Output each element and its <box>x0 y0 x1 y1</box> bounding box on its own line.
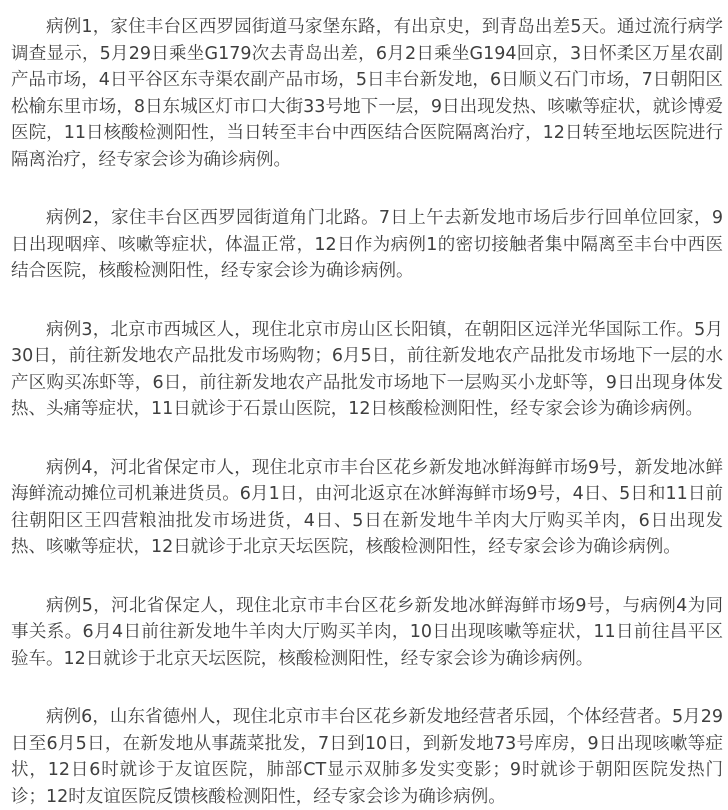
case-paragraph-6: 病例6，山东省德州人，现住北京市丰台区花乡新发地经营者乐园，个体经营者。5月29日至6月5日，在新发地从事蔬菜批发，7日到10日，到新发地73号库房，9日出现咳嗽等症状，12日6时就诊于友谊医院，肺部CT显示双肺多发实变影；9时就诊于朝阳医院发热门诊；12时友谊医院反馈核酸检测阳性，经专家会诊为确诊病例。 <box>11 707 723 807</box>
case-paragraph-1: 病例1，家住丰台区西罗园街道马家堡东路，有出京史，到青岛出差5天。通过流行病学调查显示，5月29日乘坐G179次去青岛出差，6月2日乘坐G194回京，3日怀柔区万星农副产品市场，4日平谷区东寺渠农副产品市场，5日丰台新发地，6日顺义石门市场，7日朝阳区松榆东里市场，8日东城区灯市口大街33号地下一层，9日出现发热、咳嗽等症状，就诊博爱医院，11日核酸检测阳性，当日转至丰台中西医结合医院隔离治疗，12日转至地坛医院进行隔离治疗，经专家会诊为确诊病例。 <box>11 17 723 170</box>
case-paragraph-5: 病例5，河北省保定人，现住北京市丰台区花乡新发地冰鲜海鲜市场9号，与病例4为同事关系。6月4日前往新发地牛羊肉大厅购买羊肉，10日出现咳嗽等症状，11日前往昌平区验车。12日就诊于北京天坛医院，核酸检测阳性，经专家会诊为确诊病例。 <box>11 595 723 669</box>
case-paragraph-4: 病例4，河北省保定市人，现住北京市丰台区花乡新发地冰鲜海鲜市场9号，新发地冰鲜海鲜流动摊位司机兼进货员。6月1日，由河北返京在冰鲜海鲜市场9号，4日、5日和11日前往朝阳区王四营粮油批发市场进货，4日、5日在新发地牛羊肉大厅购买羊肉，6日出现发热、咳嗽等症状，12日就诊于北京天坛医院，核酸检测阳性，经专家会诊为确诊病例。 <box>11 457 723 557</box>
case-paragraph-2: 病例2，家住丰台区西罗园街道角门北路。7日上午去新发地市场后步行回单位回家，9日出现咽痒、咳嗽等症状，体温正常，12日作为病例1的密切接触者集中隔离至丰台中西医结合医院，核酸检测阳性，经专家会诊为确诊病例。 <box>11 208 723 281</box>
case-paragraph-3: 病例3，北京市西城区人，现住北京市房山区长阳镇，在朝阳区远洋光华国际工作。5月30日，前往新发地农产品批发市场购物；6月5日，前往新发地农产品批发市场地下一层的水产区购买冻虾等，6日，前往新发地农产品批发市场地下一层购买小龙虾等，9日出现身体发热、头痛等症状，11日就诊于石景山医院，12日核酸检测阳性，经专家会诊为确诊病例。 <box>11 319 723 419</box>
